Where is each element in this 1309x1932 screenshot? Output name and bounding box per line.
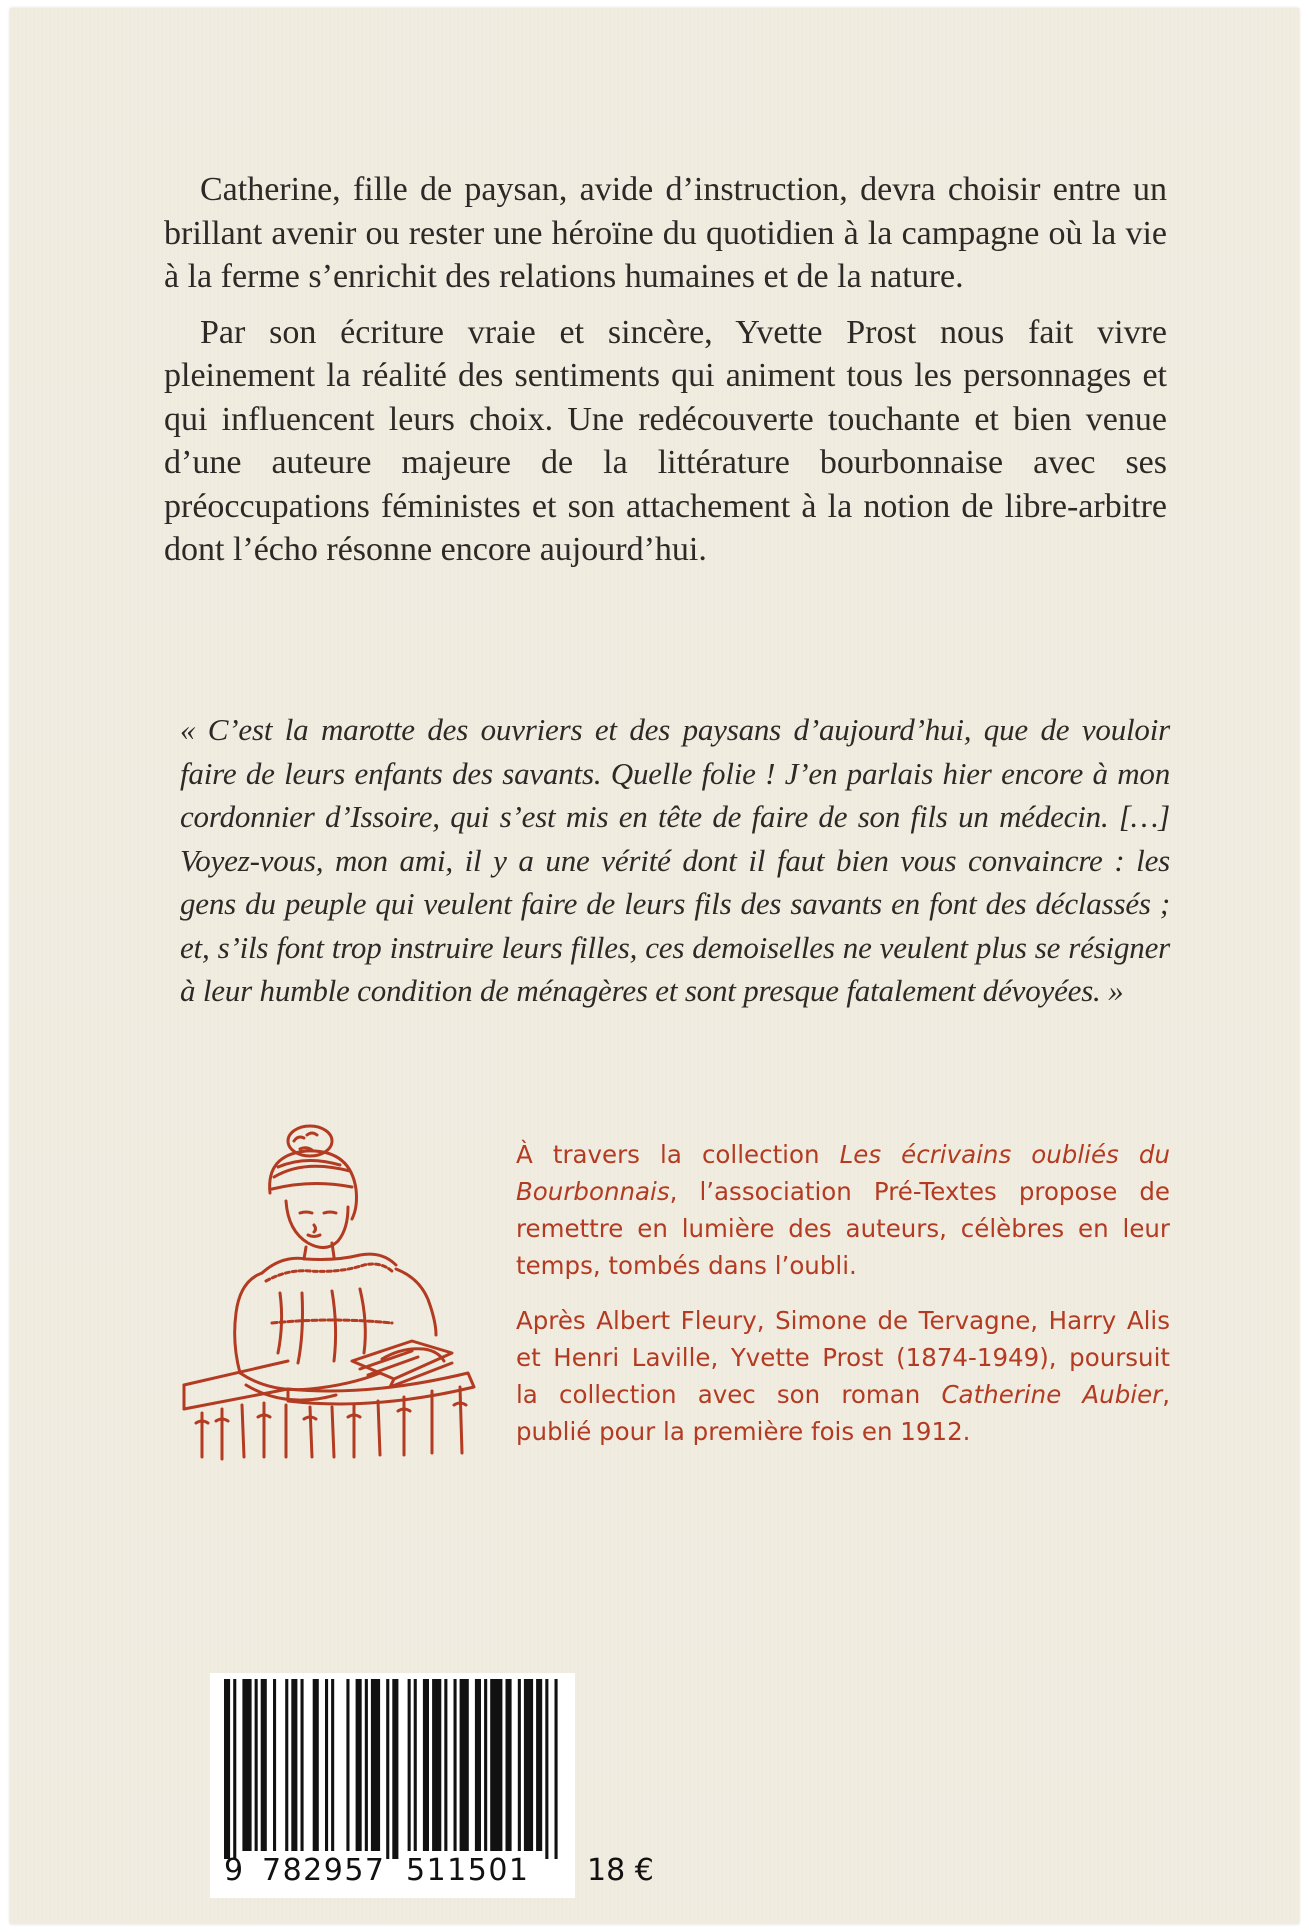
barcode-bar — [285, 1679, 288, 1851]
barcode-bar — [454, 1679, 457, 1851]
barcode-bar — [536, 1679, 542, 1851]
blurb-paragraph-2: Par son écriture vraie et sincère, Yvette Prost nous fait vivre pleinement la réalité des sentiments qui animent tous les personnages et qui influencent leurs choix. Une redécouverte touchante et bien venue d’une auteure majeure de la littérature bourbonnaise avec ses préoccupations féministes et son attachement à la notion de libre-arbitre dont l’écho résonne encore aujourd’hui. — [164, 313, 1167, 568]
collection-p2-text-a: Après Albert Fleury, Simone de Tervagne, Harry Alis et Henri Laville, Yvette Prost (1874-1949), poursuit la collection avec son roman — [516, 1306, 1170, 1409]
barcode-bar — [313, 1679, 319, 1851]
barcode-bar — [444, 1679, 447, 1851]
quote-text: « C’est la marotte des ouvriers et des paysans d’aujourd’hui, que de vouloir faire de leurs enfants des savants. Quelle folie ! J’en parlais hier encore à mon cordonnier d’Issoire, qui s’est mis en tête de faire de son fils un médecin. […] Voyez-vous, mon ami, il y a une vérité dont il faut bien vous convaincre : les gens du peuple qui veulent faire de leurs fils des savants en font des déclassés ; et, s’ils font trop instruire leurs filles, ces demoiselles ne veulent plus se résigner à leur humble condition de ménagères et sont presque fatalement dévoyées. » — [180, 712, 1170, 1008]
barcode-bar — [423, 1679, 429, 1851]
excerpt-quote — [180, 708, 1170, 1013]
collection-series-title: Les écrivains oubliés du Bourbonnais — [516, 1140, 1170, 1206]
collection-p2-text-b: , publié pour la première fois en 1912. — [516, 1380, 1171, 1446]
barcode-bar — [233, 1679, 236, 1859]
collection-p1-text-b: , l’association Pré-Textes propose de remettre en lumière des auteurs, célèbres en leur temps, tombés dans l’oubli. — [516, 1177, 1170, 1280]
isbn-group-right: 511501 — [406, 1853, 530, 1888]
barcode-bars — [220, 1679, 565, 1859]
barcode-bar — [255, 1679, 258, 1851]
barcode-bar — [386, 1679, 389, 1859]
barcode-bar — [484, 1679, 487, 1851]
barcode-bar — [242, 1679, 251, 1851]
barcode-bar — [414, 1679, 417, 1851]
barcode-bar — [545, 1679, 548, 1859]
barcode-bar — [518, 1679, 521, 1851]
collection-paragraph-2 — [516, 1302, 1170, 1450]
isbn-barcode — [210, 1673, 575, 1898]
barcode-bar — [475, 1679, 481, 1851]
barcode-bar — [460, 1679, 469, 1851]
isbn-group-left: 782957 — [262, 1853, 386, 1888]
barcode-bar — [261, 1679, 267, 1851]
barcode-bar — [432, 1679, 441, 1851]
barcode-bar — [331, 1679, 334, 1851]
barcode-bar — [346, 1679, 349, 1851]
collection-paragraph-1 — [516, 1136, 1170, 1284]
collection-info — [516, 1136, 1170, 1468]
barcode-bar — [408, 1679, 411, 1851]
barcode-bar — [356, 1679, 362, 1851]
barcode-bar — [371, 1679, 380, 1851]
isbn-first-digit: 9 — [224, 1853, 244, 1888]
barcode-bar — [273, 1679, 276, 1851]
barcode-bar — [555, 1679, 558, 1859]
barcode-bar — [291, 1679, 297, 1851]
barcode-bar — [365, 1679, 368, 1851]
barcode-bar — [524, 1679, 533, 1851]
barcode-bar — [301, 1679, 304, 1851]
blurb — [164, 168, 1167, 584]
barcode-bar — [325, 1679, 328, 1851]
book-title: Catherine Aubier — [941, 1380, 1163, 1409]
price: 18 € — [587, 1853, 654, 1888]
woman-reading-illustration-icon — [182, 1123, 492, 1463]
barcode-bar — [224, 1679, 230, 1859]
collection-p1-text-a: À travers la collection — [516, 1140, 840, 1169]
barcode-bar — [392, 1679, 398, 1859]
barcode-bar — [490, 1679, 502, 1851]
barcode-bar — [506, 1679, 512, 1851]
back-cover — [10, 8, 1299, 1924]
blurb-paragraph-1: Catherine, fille de paysan, avide d’instruction, devra choisir entre un brillant avenir ou rester une héroïne du quotidien à la campagne où la vie à la ferme s’enrichit des relations humaines et de la nature. — [164, 171, 1167, 295]
